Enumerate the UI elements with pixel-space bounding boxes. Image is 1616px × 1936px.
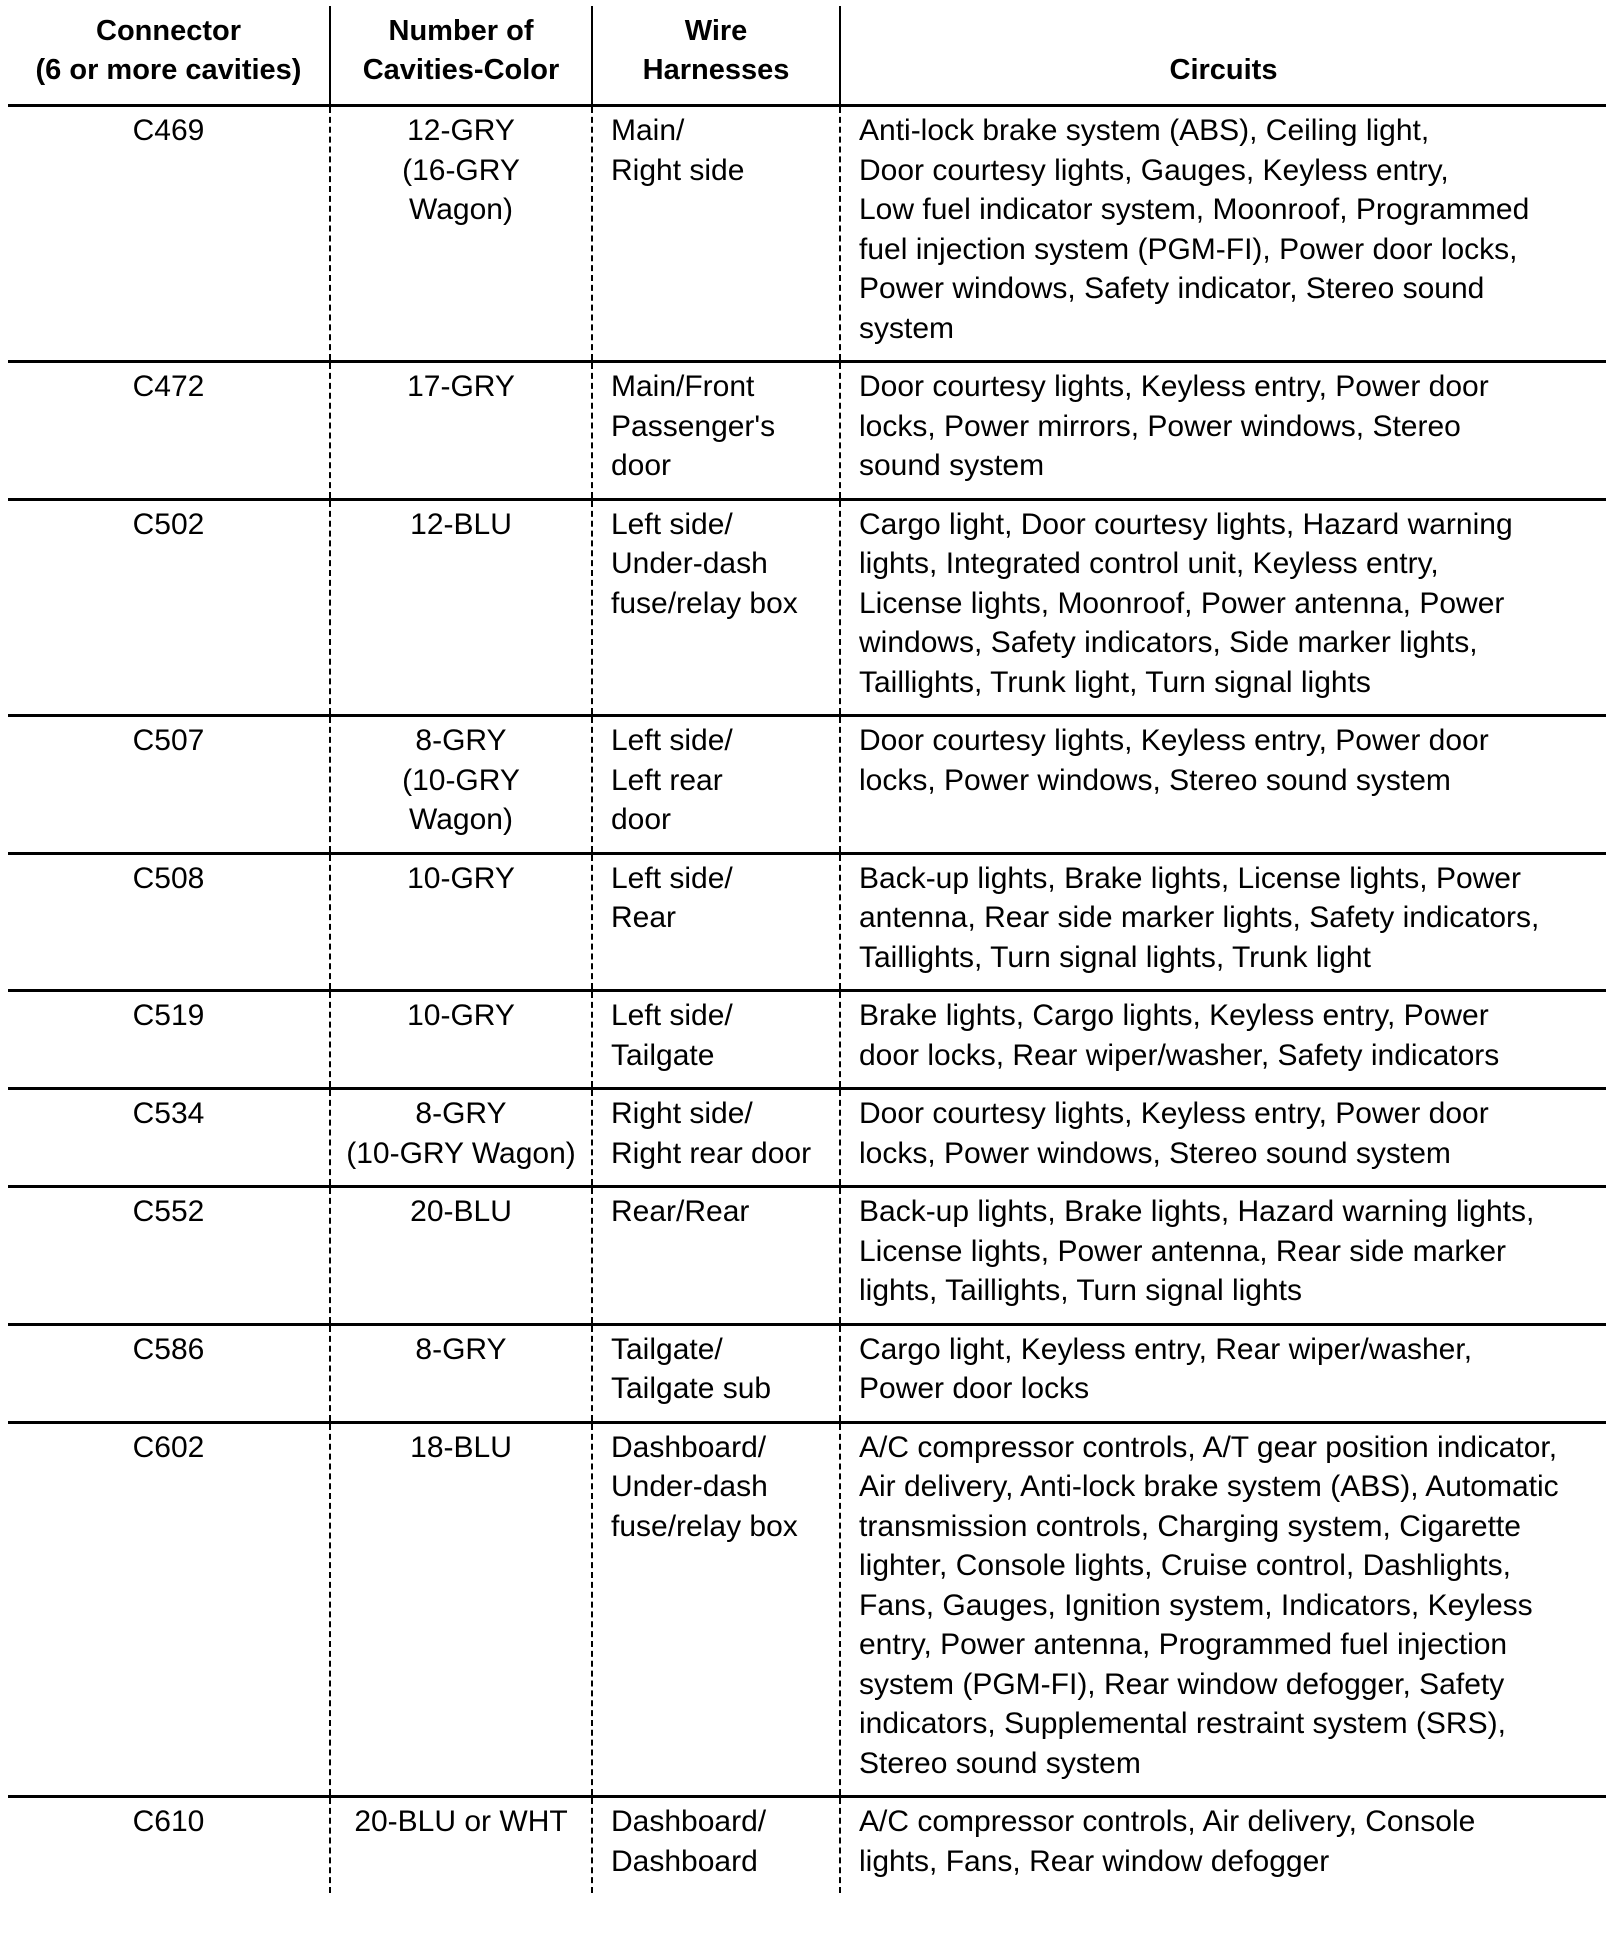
harnesses-cell [592, 853, 840, 991]
circuit-line: Power windows, Safety indicator, Stereo sound [859, 272, 1485, 305]
circuit-line: system [859, 311, 955, 345]
cavities-cell [330, 1324, 592, 1422]
header-cavities: Number of Cavities-Color [330, 6, 592, 106]
cavities-cell [330, 716, 592, 854]
circuits-cell [840, 1797, 1606, 1894]
connector-id: C534 [132, 1097, 205, 1130]
harness-line: Right side/ [611, 1097, 753, 1130]
harness-line: Tailgate sub [611, 1372, 772, 1405]
connector-cell [8, 991, 330, 1089]
table-row [8, 991, 1606, 1089]
harness-line: Right side [611, 153, 745, 187]
header-circuits: Circuits [840, 6, 1606, 106]
cavities-cell [330, 499, 592, 716]
harness-line: fuse/relay box [611, 1509, 798, 1543]
circuit-line: door locks, Rear wiper/washer, Safety indicators [859, 1038, 1500, 1072]
circuits-cell [840, 1324, 1606, 1422]
circuit-line: lights, Taillights, Turn signal lights [859, 1274, 1302, 1307]
harnesses-cell [592, 1089, 840, 1187]
connector-table [8, 6, 1606, 1893]
header-harnesses: Wire Harnesses [592, 6, 840, 106]
connector-cell [8, 1797, 330, 1894]
circuit-line: License lights, Moonroof, Power antenna, Power [859, 586, 1505, 620]
connector-id: C552 [132, 1195, 205, 1228]
connector-cell [8, 1089, 330, 1187]
harness-line: door [611, 449, 672, 482]
header-connector: Connector (6 or more cavities) [8, 6, 330, 106]
cavities-line: (10-GRY [402, 763, 520, 797]
harness-line: Rear/Rear [611, 1195, 750, 1228]
circuits-cell [840, 499, 1606, 716]
harnesses-cell [592, 499, 840, 716]
connector-id: C508 [132, 861, 205, 895]
circuit-line: Door courtesy lights, Keyless entry, Power door [859, 370, 1489, 403]
connector-id: C502 [132, 507, 205, 541]
harness-line: Dashboard/ [611, 1430, 767, 1464]
harness-line: Rear [611, 901, 677, 934]
circuit-line: Air delivery, Anti-lock brake system (ABS), Automatic [859, 1470, 1559, 1503]
cavities-line: 10-GRY [407, 861, 515, 895]
cavities-line: Wagon) [409, 193, 513, 226]
harness-line: Main/ [611, 114, 685, 147]
harness-line: Under-dash [611, 547, 768, 580]
connector-id: C602 [132, 1430, 205, 1464]
circuit-line: Back-up lights, Brake lights, License lights, Power [859, 861, 1521, 895]
table-row [8, 1797, 1606, 1894]
harness-line: fuse/relay box [611, 586, 798, 620]
circuit-line: lights, Fans, Rear window defogger [859, 1844, 1330, 1878]
harnesses-cell [592, 106, 840, 362]
harness-line: Left side/ [611, 999, 733, 1032]
circuit-line: Fans, Gauges, Ignition system, Indicators, Keyless [859, 1588, 1533, 1622]
circuits-cell [840, 1187, 1606, 1325]
cavities-cell [330, 1797, 592, 1894]
circuits-cell [840, 716, 1606, 854]
harness-line: Passenger's [611, 409, 776, 443]
cavities-cell [330, 1187, 592, 1325]
circuit-line: transmission controls, Charging system, Cigarette [859, 1509, 1521, 1543]
circuit-line: locks, Power windows, Stereo sound system [859, 763, 1451, 797]
circuit-line: lights, Integrated control unit, Keyless entry, [859, 547, 1439, 580]
circuits-cell [840, 362, 1606, 500]
table-row [8, 1089, 1606, 1187]
circuit-line: A/C compressor controls, Air delivery, Console [859, 1805, 1476, 1838]
circuit-line: indicators, Supplemental restraint system (SRS), [859, 1707, 1506, 1740]
connector-cell [8, 1324, 330, 1422]
harnesses-cell [592, 362, 840, 500]
cavities-line: Wagon) [409, 803, 513, 836]
harnesses-cell [592, 716, 840, 854]
cavities-line: (16-GRY [402, 153, 520, 187]
harness-line: Dashboard [611, 1844, 758, 1878]
harness-line: Main/Front [611, 370, 755, 403]
cavities-cell [330, 362, 592, 500]
connector-id: C472 [132, 370, 205, 403]
circuit-line: Taillights, Turn signal lights, Trunk light [859, 940, 1371, 974]
connector-cell [8, 1187, 330, 1325]
harnesses-cell [592, 1797, 840, 1894]
connector-cell [8, 362, 330, 500]
cavities-cell [330, 1422, 592, 1797]
connector-id: C519 [132, 999, 205, 1032]
circuit-line: Brake lights, Cargo lights, Keyless entry, Power [859, 999, 1489, 1032]
circuit-line: License lights, Power antenna, Rear side marker [859, 1234, 1506, 1268]
cavities-line: 10-GRY [407, 999, 515, 1032]
harness-line: Left side/ [611, 507, 733, 541]
cavities-line: 8-GRY [415, 1332, 507, 1366]
connector-cell [8, 1422, 330, 1797]
connector-id: C469 [132, 114, 205, 147]
cavities-line: 8-GRY [415, 724, 507, 757]
harnesses-cell [592, 1187, 840, 1325]
circuit-line: Cargo light, Keyless entry, Rear wiper/washer, [859, 1332, 1473, 1366]
circuit-line: locks, Power windows, Stereo sound system [859, 1136, 1451, 1170]
cavities-cell [330, 853, 592, 991]
cavities-line: 20-BLU [410, 1195, 512, 1228]
connector-id: C507 [132, 724, 205, 757]
connector-cell [8, 853, 330, 991]
harness-line: Tailgate [611, 1038, 715, 1072]
cavities-line: 18-BLU [410, 1430, 512, 1464]
connector-id: C610 [132, 1805, 205, 1838]
cavities-line: 8-GRY [415, 1097, 507, 1130]
circuit-line: Taillights, Trunk light, Turn signal lights [859, 665, 1371, 699]
cavities-cell [330, 991, 592, 1089]
circuit-line: sound system [859, 449, 1045, 482]
circuit-line: A/C compressor controls, A/T gear position indicator, [859, 1430, 1558, 1464]
connector-table-sheet [8, 6, 1606, 1893]
harness-line: Under-dash [611, 1470, 768, 1503]
circuit-line: Door courtesy lights, Gauges, Keyless entry, [859, 153, 1449, 187]
circuit-line: entry, Power antenna, Programmed fuel injection [859, 1628, 1508, 1661]
table-row [8, 1187, 1606, 1325]
harness-line: Tailgate/ [611, 1332, 723, 1366]
connector-cell [8, 106, 330, 362]
circuit-line: Anti-lock brake system (ABS), Ceiling light, [859, 114, 1430, 147]
connector-cell [8, 716, 330, 854]
circuit-line: Cargo light, Door courtesy lights, Hazard warning [859, 507, 1513, 541]
circuit-line: fuel injection system (PGM-FI), Power door locks, [859, 232, 1518, 266]
harness-line: Left side/ [611, 861, 733, 895]
table-row [8, 1324, 1606, 1422]
circuit-line: antenna, Rear side marker lights, Safety indicators, [859, 901, 1540, 934]
table-row [8, 716, 1606, 854]
circuit-line: Low fuel indicator system, Moonroof, Programmed [859, 193, 1530, 226]
cavities-line: 20-BLU or WHT [354, 1805, 568, 1838]
circuits-cell [840, 991, 1606, 1089]
circuit-line: Stereo sound system [859, 1746, 1141, 1780]
harness-line: door [611, 803, 672, 836]
circuit-line: Door courtesy lights, Keyless entry, Power door [859, 724, 1489, 757]
cavities-line: 12-GRY [407, 114, 515, 147]
cavities-line: (10-GRY Wagon) [346, 1136, 576, 1170]
circuits-cell [840, 106, 1606, 362]
table-row [8, 362, 1606, 500]
cavities-line: 17-GRY [407, 370, 515, 403]
harness-line: Dashboard/ [611, 1805, 767, 1838]
circuit-line: Back-up lights, Brake lights, Hazard warning lights, [859, 1195, 1535, 1228]
harness-line: Left rear [611, 763, 723, 797]
cavities-line: 12-BLU [410, 507, 512, 541]
harness-line: Left side/ [611, 724, 733, 757]
circuit-line: windows, Safety indicators, Side marker lights, [859, 626, 1478, 659]
connector-id: C586 [132, 1332, 205, 1366]
cavities-cell [330, 1089, 592, 1187]
circuit-line: locks, Power mirrors, Power windows, Stereo [859, 409, 1461, 443]
circuits-cell [840, 1422, 1606, 1797]
circuit-line: Door courtesy lights, Keyless entry, Power door [859, 1097, 1489, 1130]
harnesses-cell [592, 1324, 840, 1422]
table-row [8, 1422, 1606, 1797]
table-row [8, 853, 1606, 991]
table-row [8, 106, 1606, 362]
cavities-cell [330, 106, 592, 362]
harness-line: Right rear door [611, 1136, 812, 1170]
header-row [8, 6, 1606, 106]
table-row [8, 499, 1606, 716]
connector-cell [8, 499, 330, 716]
circuits-cell [840, 1089, 1606, 1187]
circuits-cell [840, 853, 1606, 991]
harnesses-cell [592, 991, 840, 1089]
harnesses-cell [592, 1422, 840, 1797]
circuit-line: system (PGM-FI), Rear window defogger, Safety [859, 1667, 1505, 1701]
circuit-line: Power door locks [859, 1372, 1090, 1405]
circuit-line: lighter, Console lights, Cruise control, Dashlights, [859, 1549, 1511, 1582]
